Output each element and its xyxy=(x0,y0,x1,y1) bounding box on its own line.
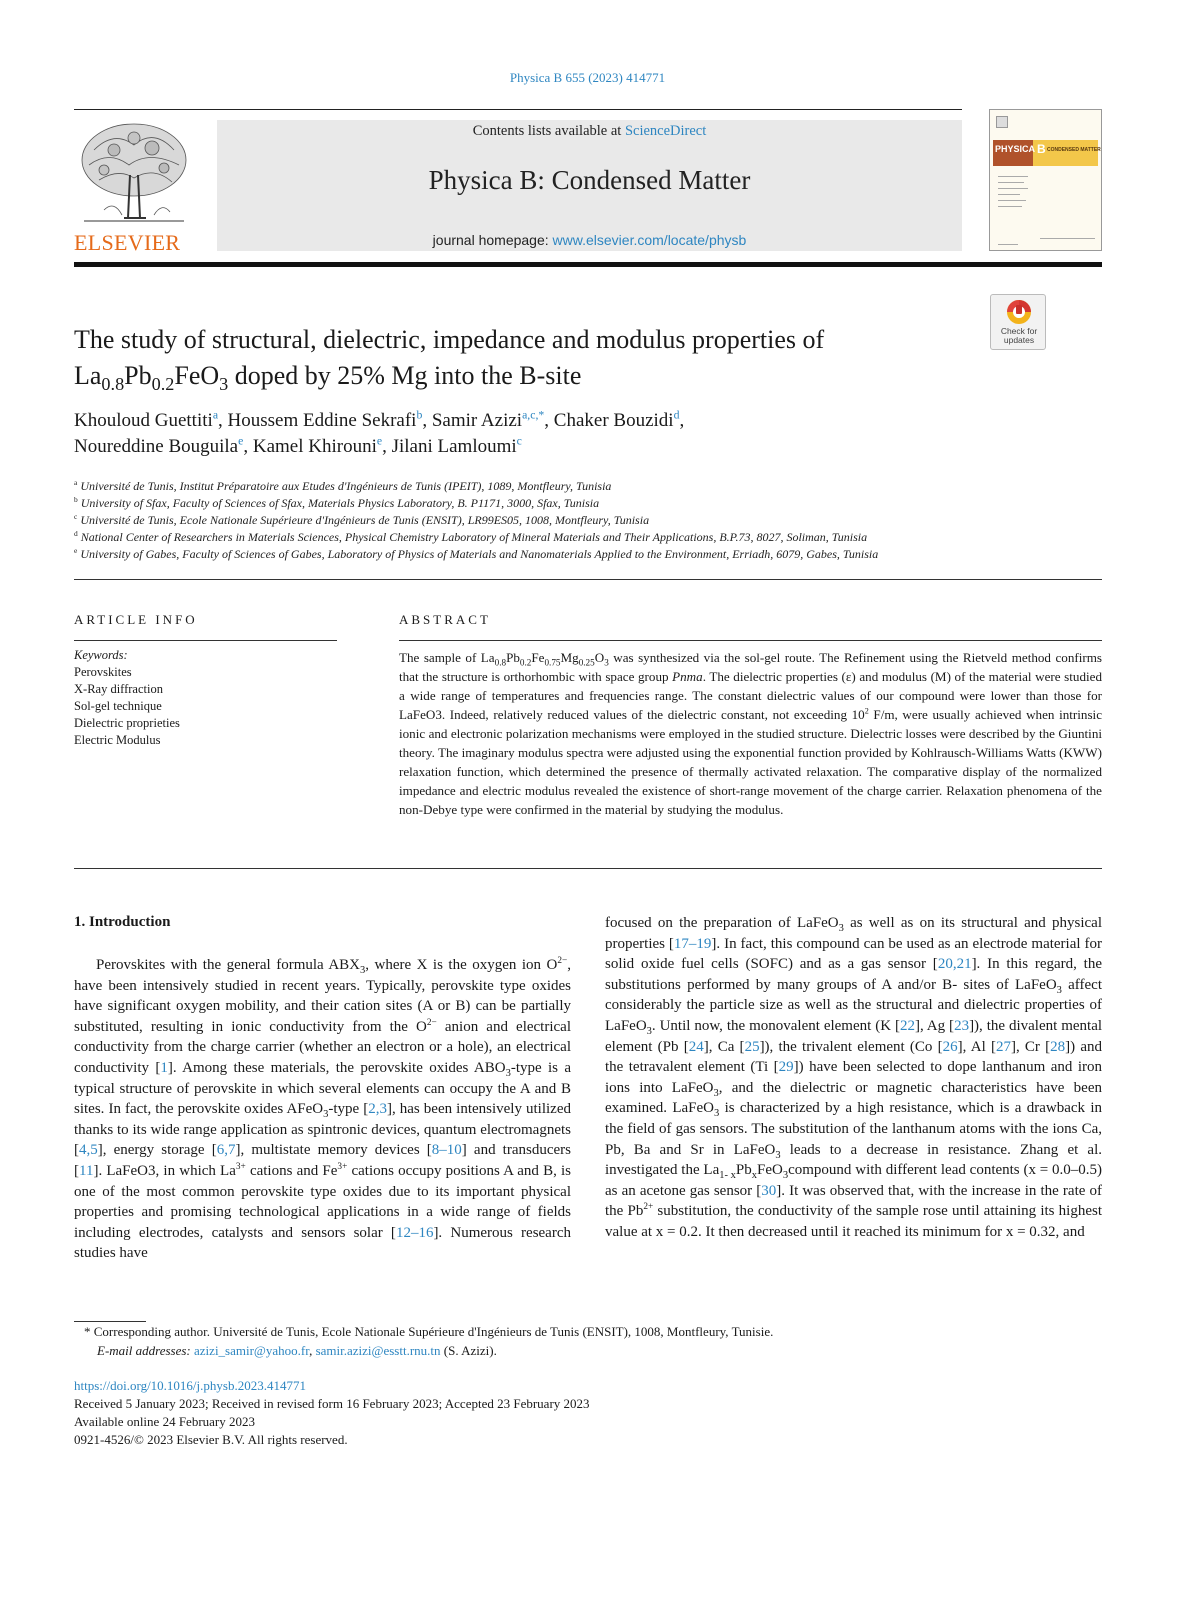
reference-link[interactable]: 27 xyxy=(995,1038,1011,1055)
article-info-heading: ARTICLE INFO xyxy=(74,612,198,627)
keyword[interactable]: Electric Modulus xyxy=(74,733,161,747)
email-addresses: E-mail addresses: azizi_samir@yahoo.fr, samir.azizi@esstt.rnu.tn (S. Azizi). xyxy=(97,1343,497,1358)
crossmark-label: Check for updates xyxy=(1000,326,1038,345)
reference-link[interactable]: 1 xyxy=(160,1059,168,1076)
crossmark-icon xyxy=(991,295,1047,327)
available-online-date: Available online 24 February 2023 xyxy=(74,1414,255,1429)
reference-link[interactable]: 24 xyxy=(688,1038,704,1055)
affiliation: $^e$ University of Gabes, Faculty of Sciences of Gabes, Laboratory of Physics of Materials and Nanomaterials Applied to the Environment, Erriadh, 6079, Gabes, Tunisia xyxy=(74,546,879,561)
email-link[interactable]: azizi_samir@yahoo.fr xyxy=(194,1343,310,1358)
author-affiliation-marker[interactable]: e xyxy=(238,434,244,448)
author-affiliation-marker[interactable]: a xyxy=(212,408,219,422)
journal-homepage-link[interactable]: www.elsevier.com/locate/physb xyxy=(552,232,747,248)
keyword[interactable]: X-Ray diffraction xyxy=(74,682,163,696)
tree-icon xyxy=(74,120,194,228)
abstract-heading: ABSTRACT xyxy=(399,612,491,627)
footnote-rule xyxy=(74,1321,146,1322)
section-divider xyxy=(74,579,1102,580)
author-name[interactable]: Jilani Lamloumi xyxy=(391,436,517,457)
author-list-line-1: Khouloud Guettiti$^a$, Houssem Eddine Sekrafi$^b$, Samir Azizi$^{a,c,*}$, Chaker Bouzidi$^d$, xyxy=(74,408,685,431)
header-rule xyxy=(74,109,962,110)
reference-link[interactable]: 6,7 xyxy=(216,1142,236,1159)
header-thick-rule xyxy=(74,262,1102,267)
received-dates: Received 5 January 2023; Received in revised form 16 February 2023; Accepted 23 February 2023 xyxy=(74,1396,590,1411)
elsevier-wordmark: ELSEVIER xyxy=(74,230,181,255)
cover-logo-icon xyxy=(996,116,1008,128)
reference-link[interactable]: 20,21 xyxy=(937,956,972,973)
check-for-updates-badge[interactable] xyxy=(990,294,1046,350)
affiliation: $^d$ National Center of Researchers in Materials Sciences, Physical Chemistry Laboratory of Mineral Materials and Their Applications, B.P.73, 8027, Soliman, Tunisia xyxy=(74,529,868,544)
journal-citation-link[interactable]: Physica B 655 (2023) 414771 xyxy=(509,70,666,85)
reference-link[interactable]: 11 xyxy=(79,1162,94,1179)
keywords-label: Keywords: xyxy=(74,648,128,662)
author-affiliation-marker[interactable]: e xyxy=(376,434,383,448)
keyword[interactable]: Sol-gel technique xyxy=(74,699,162,713)
article-info-rule xyxy=(74,640,337,641)
reference-link[interactable]: 23 xyxy=(954,1017,970,1034)
section-divider xyxy=(74,868,1102,869)
reference-link[interactable]: 17–19 xyxy=(673,935,712,952)
affiliation: $^c$ Université de Tunis, Ecole Nationale Supérieure d'Ingénieurs de Tunis (ENSIT), LR99ES05, 1008, Montfleury, Tunisia xyxy=(74,512,650,527)
author-name[interactable]: Houssem Eddine Sekrafi xyxy=(227,410,417,431)
reference-link[interactable]: 25 xyxy=(744,1038,760,1055)
journal-title: Physica B: Condensed Matter xyxy=(428,165,751,195)
journal-masthead xyxy=(217,120,962,251)
author-affiliation-marker[interactable]: b xyxy=(416,408,423,422)
reference-link[interactable]: 12–16 xyxy=(395,1224,434,1241)
sciencedirect-link[interactable]: ScienceDirect xyxy=(624,123,707,139)
homepage-line: journal homepage: www.elsevier.com/locate/physb xyxy=(432,232,747,248)
doi-link[interactable]: https://doi.org/10.1016/j.physb.2023.414771 xyxy=(74,1378,306,1393)
keyword[interactable]: Perovskites xyxy=(74,665,132,679)
author-name[interactable]: Kamel Khirouni xyxy=(252,436,377,457)
author-name[interactable]: Chaker Bouzidi xyxy=(553,410,674,431)
affiliation: $^a$ Université de Tunis, Institut Préparatoire aux Etudes d'Ingénieurs de Tunis (IPEIT), 1089, Montfleury, Tunisia xyxy=(74,478,612,493)
reference-link[interactable]: 30 xyxy=(761,1182,777,1199)
article-title: The study of structural, dielectric, impedance and modulus properties of $La_{0.8}Pb_{0.2}FeO_3$ doped by 25% Mg into the B-site xyxy=(74,325,825,395)
email-link[interactable]: samir.azizi@esstt.rnu.tn xyxy=(315,1343,441,1358)
reference-link[interactable]: 28 xyxy=(1050,1038,1066,1055)
cover-subtitle: CONDENSED MATTER xyxy=(1047,147,1101,153)
reference-link[interactable]: 8–10 xyxy=(431,1142,462,1159)
abstract-text: The sample of $La_{0.8}Pb_{0.2}Fe_{0.75}Mg_{0.25}O_3$ was synthesized via the sol-gel route. The Refinement using the Rietveld method confirms that the structure is orthorhombic with space group Pnma. The dielectric properties (ε) and modulus (M) of the material were studied a wide range of temperatures and frequencies range. The constant dielectric values of our compound were lower than those for LaFeO3. Indeed, relatively reduced values of the dielectric constant, not exceeding $10^2$ F/m, were usually achieved when intrinsic ionic and electronic polarization mechanisms were employed in the studied structure. Dielectric losses were described by the Giuntini theory. The imaginary modulus spectra were adjusted using the exponential function provided by Kohlrausch-Williams Watts (KWW) relaxation function, which determined the presence of thermally activated relaxation. The comparative display of the normalized impedance and electric modulus revealed the existence of short-range movement of the charge carrier. Relaxation phenomena of the non-Debye type were confirmed in the material by studying the modulus. xyxy=(399,650,1103,817)
reference-link[interactable]: 29 xyxy=(778,1059,794,1076)
intro-paragraph-left: Perovskites with the general formula $ABX_3$, where X is the oxygen ion $O^{2-}$, have been intensively studied in recent years. Typically, perovskite type oxides have significant oxygen mobility, and their cation sites (A or B) can be partially substituted, resulting in ionic conductivity from the $O^{2-}$ anion and electrical conductivity from the charge carrier (whether an electron or a hole), an electrical conductivity [1]. Among these materials, the perovskite oxides $ABO_3$-type is a typical structure of perovskite in which several elements can occupy the A and B sites. In fact, the perovskite oxides AFeO$_3$-type [2,3], has been intensively utilized thanks to its wide range application as spintronic devices, quantum electromagnets [4,5], energy storage [6,7], multistate memory devices [8–10] and transducers [11]. LaFeO3, in which $La^{3+}$ cations and $Fe^{3+}$ cations occupy positions A and B, is one of the most common perovskite type oxides due to its important physical properties and promising technological applications in a wide range of fields including electrodes, catalysts and sensors solar [12–16]. Numerous research studies have xyxy=(74,956,572,1262)
author-name[interactable]: Khouloud Guettiti xyxy=(74,410,213,431)
author-name[interactable]: Noureddine Bouguila xyxy=(74,436,239,457)
section-heading-introduction: 1. Introduction xyxy=(74,914,171,930)
intro-paragraph-right: focused on the preparation of LaFeO$_3$ as well as on its structural and physical properties [17–19]. In fact, this compound can be used as an electrode material for solid oxide fuel cells (SOFC) and as a gas sensor [20,21]. In this regard, the substitutions performed by many groups of A and/or B- sites of LaFeO$_3$ affect considerably the particle size as well as the structural and dielectric properties of LaFeO$_3$. Until now, the monovalent element (K [22], Ag [23]), the divalent mental element (Pb [24], Ca [25]), the trivalent element (Co [26], Al [27], Cr [28]) and the tetravalent element (Ti [29]) have been selected to dope lanthanum and iron ions into LaFeO$_3$, and the dielectric or magnetic characteristics have been examined. LaFeO$_3$ is characterized by a high resistance, which is a drawback in the field of gas sensors. The substitution of the lanthanum atoms with the ions Ca, Pb, Ba and Sr in LaFeO$_3$ leads to a decrease in resistance. Zhang et al. investigated the $La_{1- x}Pb_xFeO_3compound$ with different lead contents (x = 0.0–0.5) as an acetone gas sensor [30]. It was observed that, with the increase in the rate of the $Pb^{2+}$ substitution, the conductivity of the sample rose until attaining its highest value at x = 0.2. It then decreased until it reached its minimum for x = 0.32, and xyxy=(605,915,1103,1240)
reference-link[interactable]: 4,5 xyxy=(79,1142,98,1159)
reference-link[interactable]: 22 xyxy=(899,1017,915,1034)
keyword[interactable]: Dielectric proprieties xyxy=(74,716,180,730)
author-name[interactable]: Samir Azizi xyxy=(431,410,523,431)
reference-link[interactable]: 2,3 xyxy=(368,1101,387,1118)
reference-link[interactable]: 26 xyxy=(942,1038,958,1055)
author-affiliation-marker[interactable]: c xyxy=(516,434,522,448)
contents-line: Contents lists available at ScienceDirect xyxy=(472,123,707,139)
author-list-line-2: Noureddine Bouguila$^e$, Kamel Khirouni$^e$, Jilani Lamloumi$^c$ xyxy=(74,434,522,457)
corresponding-author-note: * Corresponding author. Université de Tunis, Ecole Nationale Supérieure d'Ingénieurs de Tunis (ENSIT), 1008, Montfleury, Tunisie. xyxy=(84,1324,774,1339)
author-affiliation-marker[interactable]: a,c,* xyxy=(522,408,545,422)
cover-brand: PHYSICA xyxy=(993,140,1033,166)
journal-cover-thumbnail[interactable] xyxy=(989,109,1102,251)
elsevier-logo[interactable] xyxy=(74,120,194,255)
cover-letter: B xyxy=(1037,142,1046,156)
author-affiliation-marker[interactable]: d xyxy=(673,408,680,422)
affiliation: $^b$ University of Sfax, Faculty of Sciences of Sfax, Materials Physics Laboratory, B. P1171, 3000, Sfax, Tunisia xyxy=(74,495,600,510)
abstract-rule xyxy=(399,640,1102,641)
copyright-line: 0921-4526/© 2023 Elsevier B.V. All rights reserved. xyxy=(74,1432,348,1447)
